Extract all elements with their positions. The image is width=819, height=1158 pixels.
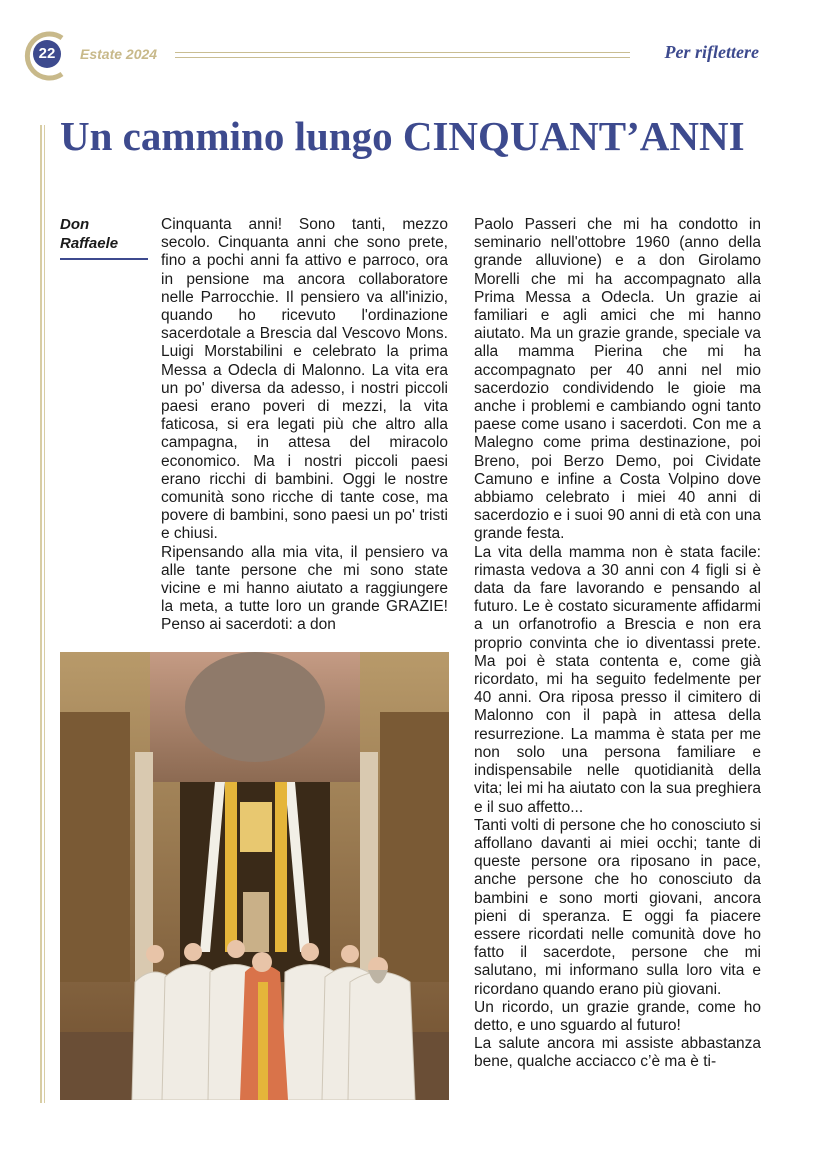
page-number: 22 bbox=[33, 40, 61, 68]
church-photo bbox=[60, 652, 449, 1100]
page-number-badge bbox=[22, 30, 70, 82]
text-column-1 bbox=[161, 216, 448, 635]
margin-rule bbox=[40, 125, 42, 1103]
text-column-2 bbox=[474, 216, 761, 1072]
paragraph: Ripensando alla mia vita, il pensiero va alle tante persone che mi sono state vicine e mi hanno aiutato a raggiungere la meta, a tutte loro un grande GRAZIE! Penso ai sacerdoti: a don bbox=[161, 543, 448, 634]
article-title: Un cammino lungo CINQUANT’ANNI bbox=[60, 113, 745, 159]
margin-rule-inner bbox=[44, 125, 45, 1103]
paragraph: Un ricordo, un grazie grande, come ho detto, e uno sguardo al futuro! bbox=[474, 998, 761, 1034]
section-label: Per riflettere bbox=[664, 42, 759, 62]
author-name: Don Raffaele bbox=[60, 216, 119, 252]
issue-label: Estate 2024 bbox=[80, 46, 158, 62]
paragraph: Cinquanta anni! Sono tanti, mezzo secolo. Cinquanta anni che sono prete, fino a pochi anni fa attivo e parroco, ora in pensione ma ancora collaboratore nelle Parrocchie. Il pensiero va all'inizio, quando ho ricevuto l'ordinazione sacerdotale a Brescia dal Vescovo Mons. Luigi Morstabilini e celebrato la prima Messa a Odecla di Malonno. La vita era un po' diversa da adesso, i nostri piccoli paesi erano poveri di mezzi, la vita faticosa, si era legati più che altro alla campagna, in attesa del miracolo economico. Ma i nostri piccoli paesi erano ricchi di bambini. Oggi le nostre comunità sono ricche di tante cose, ma povere di bambini, sono paesi un po' tristi e chiusi. bbox=[161, 216, 448, 543]
author-underline bbox=[60, 258, 148, 260]
paragraph: Tanti volti di persone che ho conosciuto si affollano davanti ai miei occhi; tante di queste persone ora riposano in pace, anche persone che ho conosciuto da bambini e sono morti giovani, ancora pieni di speranza. E oggi fa piacere essere ricordati nelle comunità dove ho fatto il sacerdote, persone che mi salutano, mi informano sulla loro vita e ricordano quando erano più giovani. bbox=[474, 816, 761, 998]
paragraph: La salute ancora mi assiste abbastanza bene, qualche acciacco c’è ma è ti- bbox=[474, 1035, 761, 1071]
paragraph: Paolo Passeri che mi ha condotto in seminario nell'ottobre 1960 (anno della grande alluvione) e a don Girolamo Morelli che mi ha accompagnato alla Prima Messa a Odecla. Un grazie ai familiari e agli amici che mi hanno aiutato. Ma un grazie grande, speciale va alla mamma Pierina che mi ha accompagnato per 40 anni nel mio sacerdozio condividendo le gioie ma anche i problemi e cambiando ogni tanto paese come usano i sacerdoti. Con me a Malegno come prima destinazione, poi Breno, poi Berzo Demo, poi Cividate Camuno e infine a Costa Volpino dove abbiamo celebrato i miei 40 anni di sacerdozio e i suoi 90 anni di età con una grande festa. bbox=[474, 216, 761, 543]
priests-in-church-image bbox=[60, 652, 449, 1100]
header-divider bbox=[175, 52, 630, 58]
paragraph: La vita della mamma non è stata facile: rimasta vedova a 30 anni con 4 figli si è data da fare lavorando e pensando al futuro. Le è costato sicuramente affidarmi a un orfanotrofio a Brescia e non era proprio convinta che io diventassi prete. Ma poi è stata contenta e, come già ricordato, mi ha seguito fedelmente per 40 anni. Ora riposa presso il cimitero di Malonno con il papà in attesa della resurrezione. La mamma è stata per me non solo una persona familiare e indispensabile nelle quotidianità della vita; lei mi ha aiutato con la sua preghiera e il suo affetto... bbox=[474, 543, 761, 816]
